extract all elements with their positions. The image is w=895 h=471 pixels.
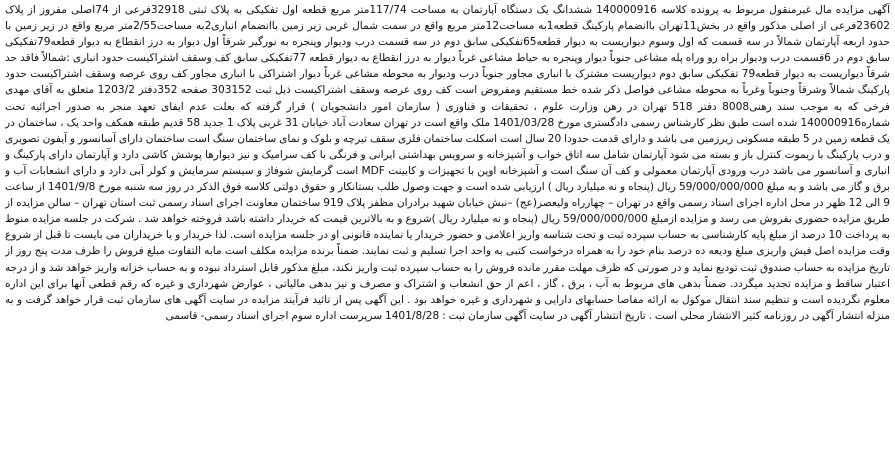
notice-body-text: آگهی مزایده مال غیرمنقول مربوط به پرونده کلاسه 140000916 ششدانگ یک دستگاه آپارتمان به مساحت 117/74متر مربع قطعه اول تفکیکی به پلاک ثبتی 32918فرعی از 74اصلی مفروز از پلاک 23602فرعی از اصلی مذکور واقع در بخش11تهران باانضمام پارکینگ قطعه1به مساحت12متر مربع واقع در سمت شمال غربی زیر زمین باانضمام انباری2به مساحت2/55متر مربع واقع در زیر زمین با حدود اربعه آپارتمان شمالاً در سه قسمت که اول وسوم دیواریست به دیوار قطعه65تفکیکی سابق دوم در سه قسمت درب ودیوار وپنجره به نورگیر شرقاً اول دیوار به درز انقطاع به دیوار قطعه79تفکیکی سابق دوم در 6قسمت درب ودیوار براه رو وراه پله مشاعی جنوباً دیوار وپنجره به حیاط مشاعی غرباً دیوار به درز انقطاع به دیوار قطعه 77تفکیکی سابق کف وسقف اشتراکیست حدود انباری :شمالاً فاقد حد شرقاً دیواریست به دیوار قطعه79 تفکیکی سابق دوم دیواریست مشترک با انباری مجاور جنوباً درب ودیوار به محوطه مشاعی غرباً دیوار اشتراکی با انباری مجاور کف روی عرصه وسقف اشتراکیست حدود پارکینگ شمالاً وشرقاً وجنوباً وغرباً به محوطه مشاعی فواصل ذکر شده خط مستقیم ومفروض است کف روی عرصه وسقف اشتراکیست ذیل ثبت 303152 صفحه 352دفتر 1203/2 متعلق به آقای مهدی فرخی که به موجب سند رهنی8008 دفتر 518 تهران در رهن وزارت علوم ، تحقیقات و فناوری ( سازمان امور دانشجویان ) قرار گرفته که بعلت عدم ایفای تعهد منجر به صدور اجرائیه تحت شماره140000916 شده است طبق نظر کارشناس رسمی دادگستری مورخ 1401/03/28 ملک واقع است در تهران سعادت آباد خیابان 31 غربی پلاک 1 جدید 58 قدیم طبقه همکف واحد یک ، ساختمان در یک قطعه زمین در 5 طبقه مسکونی زیرزمین می باشد و دارای قدمت حدودا 20 سال است اسکلت ساختمان فلزی سقف تیرچه و بلوک و نمای ساختمان سنگ است ساختمان دارای آسانسور و آیفون تصویری و درب پارکینگ با ریموت کنترل باز و بسته می شود آپارتمان شامل سه اتاق خواب و آشپزخانه و سرویس بهداشتی ایرانی و فرنگی با کف سرامیک و نیز دیوارها پوشش کاشی دارد و آپارتمان دارای پارکینگ و انباری و آسانسور می باشد درب ورودی آپارتمان معمولی و کف آن سنگ است و آشپزخانه اوپن با تجهیزات و کابینت MDF است گرمایش شوفاژ و سیستم سرمایش و کولر آبی دارد و دارای انشعابات آب و برق و گاز می باشد و به مبلغ 59/000/000/000 ریال (پنجاه و نه میلیارد ریال ) ارزیابی شده است و جهت وصول طلب بستانکار و حقوق دولتی کلاسه فوق الذکر در روز سه شنبه مورخ 1401/9/8 از ساعت 9 الی 12 ظهر در محل اداره اجرای اسناد رسمی واقع در تهران – چهارراه ولیعصر(عج) –نبش خیابان شهید برادران مظفر پلاک 919 ساختمان معاونت اجرای اسناد رسمی ثبت استان تهران – سالن مزایده از طریق مزایده حضوری بفروش می رسد و مزایده ازمبلغ 59/000/000/000 ریال (پنجاه و نه میلیارد ریال )شروع و به بالاترین قیمت که خریدار داشته باشد فروخته خواهد شد . شرکت در جلسه مزایده منوط به پرداخت 10 درصد از مبلغ پایه کارشناسی به حساب سپرده ثبت و تحت شناسه واریز اعلامی و حضور خریدار یا نماینده قانونی او در جلسه مزایده است. لذا خریدار و یا خریداران می بایست تا قبل از شروع وقت مزایده اصل فیش واریزی مبلغ ودیعه ده درصد بنام خود را به همراه درخواست کتبی به واحد اجرا تسلیم و ثبت نمایند. ضمناً برنده مزایده مکلف است مابه التفاوت مبلغ فروش را ظرف مدت پنج روز از تاریخ مزایده به حساب صندوق ثبت تودیع نماید و در صورتی که ظرف مهلت مقرر مانده فروش را به حساب سپرده ثبت واریز نکند، مبلغ مذکور قابل استرداد نبوده و به حساب خزانه واریز خواهد شد و از درجه اعتبار ساقط و مزایده تجدید میگردد. ضمناً بدهی های مربوط به آب ، برق ، گاز ، اعم از حق انشعاب و اشتراک و مصرف و نیز بدهی مالیاتی ، عوارض شهرداری و غیره که رقم قطعی آنها برای این اداره معلوم نگردیده است و تنظیم سند انتقال موکول به ارائه مفاصا حسابهای دارایی و شهرداری و غیره خواهد بود . این آگهی پس از تائید فرآیند مزایده در سایت آگهی های سازمان ثبت قرار خواهد گرفت و به منزله انتشار آگهی در روزنامه کثیر الانتشار محلی است . تاریخ انتشار آگهی در سایت آگهی سازمان ثبت : 1401/8/28 سرپرست اداره سوم اجرای اسناد رسمی- قاسمی: [5, 4, 890, 322]
auction-notice: [5, 2, 890, 469]
